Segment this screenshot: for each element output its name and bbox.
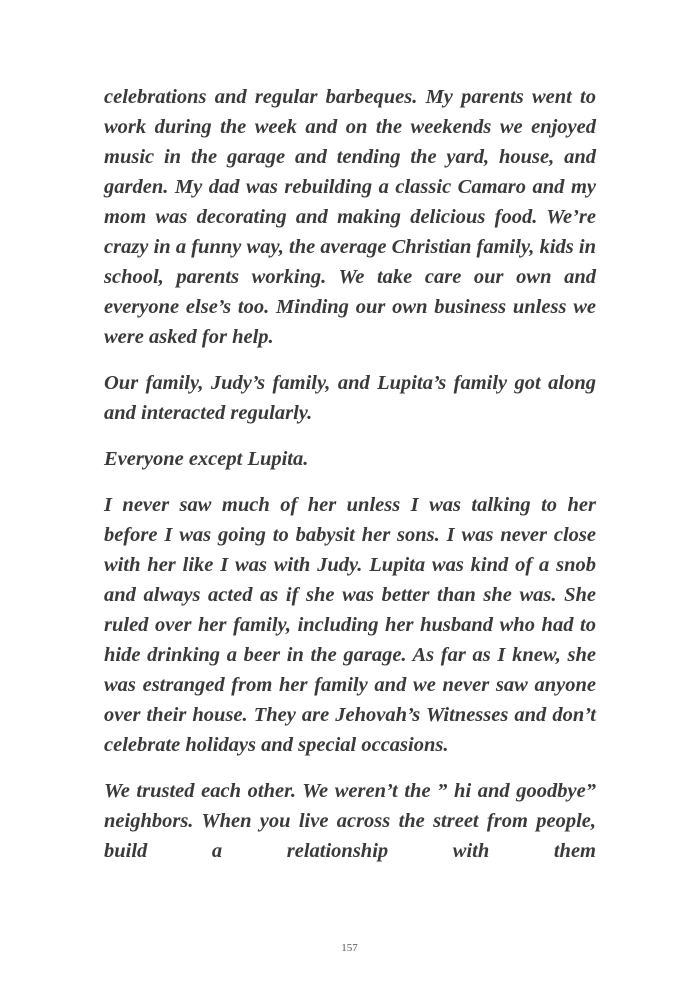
page-number: 157 <box>341 942 358 954</box>
paragraph-5: We trusted each other. We weren’t the ” hi and goodbye” neighbors. When you live across the street from people, build a relationship with them <box>104 780 596 862</box>
paragraph-2: Our family, Judy’s family, and Lupita’s family got along and interacted regularly. <box>104 372 596 424</box>
paragraph-4: I never saw much of her unless I was talking to her before I was going to babysit her sons. I was never close with her like I was with Judy. Lupita was kind of a snob and always acted as if she was better than she was. She ruled over her family, including her husband who had to hide drinking a beer in the garage. As far as I knew, she was estranged from her family and we never saw anyone over their house. They are Jehovah’s Witnesses and don’t celebrate holidays and special occasions. <box>104 494 596 756</box>
page-body <box>104 82 596 882</box>
paragraph-3: Everyone except Lupita. <box>104 448 309 470</box>
paragraph-1: celebrations and regular barbeques. My parents went to work during the week and on the weekends we enjoyed music in the garage and tending the yard, house, and garden. My dad was rebuilding a classic Camaro and my mom was decorating and making delicious food. We’re crazy in a funny way, the average Christian family, kids in school, parents working. We take care our own and everyone else’s too. Minding our own business unless we were asked for help. <box>104 86 596 348</box>
